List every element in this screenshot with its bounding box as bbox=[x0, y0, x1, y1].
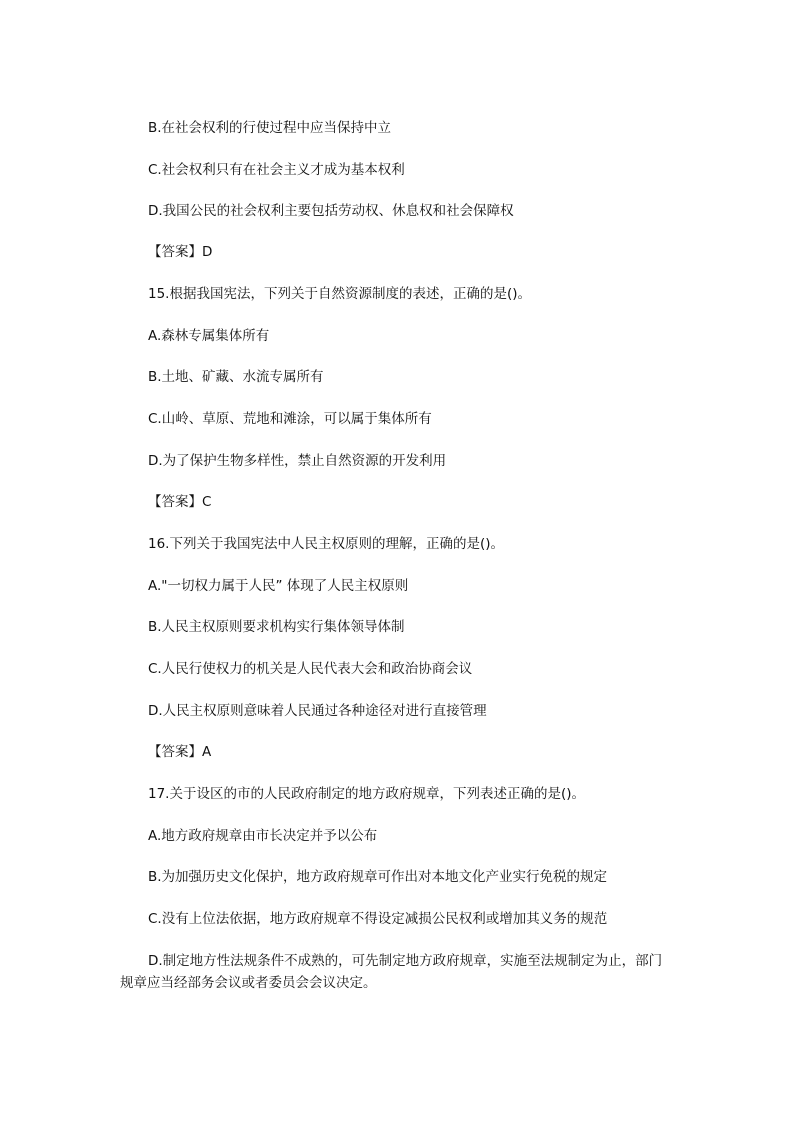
q16-answer: 【答案】A bbox=[148, 744, 212, 760]
q14-answer: 【答案】D bbox=[148, 244, 213, 260]
q15-option-d: D.为了保护生物多样性，禁止自然资源的开发利用 bbox=[148, 453, 447, 469]
q15-stem: 15.根据我国宪法，下列关于自然资源制度的表述，正确的是()。 bbox=[148, 286, 532, 302]
q15-answer: 【答案】C bbox=[148, 494, 212, 510]
q15-option-a: A.森林专属集体所有 bbox=[148, 328, 270, 344]
q17-stem: 17.关于设区的市的人民政府制定的地方政府规章，下列表述正确的是()。 bbox=[148, 786, 586, 802]
q14-option-d: D.我国公民的社会权利主要包括劳动权、休息权和社会保障权 bbox=[148, 203, 514, 219]
q17-option-c: C.没有上位法依据，地方政府规章不得设定减损公民权利或增加其义务的规范 bbox=[148, 911, 608, 927]
q16-option-c: C.人民行使权力的机关是人民代表大会和政治协商会议 bbox=[148, 661, 473, 677]
q15-option-c: C.山岭、草原、荒地和滩涂，可以属于集体所有 bbox=[148, 411, 432, 427]
q16-stem: 16.下列关于我国宪法中人民主权原则的理解，正确的是()。 bbox=[148, 536, 505, 552]
q16-option-b: B.人民主权原则要求机构实行集体领导体制 bbox=[148, 619, 405, 635]
q17-option-d: D.制定地方性法规条件不成熟的，可先制定地方政府规章，实施至法规制定为止，部门规章应当经部务会议或者委员会会议决定。 bbox=[120, 953, 663, 991]
q16-option-d: D.人民主权原则意味着人民通过各种途径对进行直接管理 bbox=[148, 703, 487, 719]
q16-option-a: A."一切权力属于人民” 体现了人民主权原则 bbox=[148, 578, 409, 594]
q17-option-a: A.地方政府规章由市长决定并予以公布 bbox=[148, 828, 378, 844]
q15-option-b: B.土地、矿藏、水流专属所有 bbox=[148, 369, 324, 385]
q14-option-c: C.社会权利只有在社会主义才成为基本权利 bbox=[148, 162, 405, 178]
q17-option-b: B.为加强历史文化保护，地方政府规章可作出对本地文化产业实行免税的规定 bbox=[148, 869, 608, 885]
q14-option-b: B.在社会权利的行使过程中应当保持中立 bbox=[148, 120, 392, 136]
